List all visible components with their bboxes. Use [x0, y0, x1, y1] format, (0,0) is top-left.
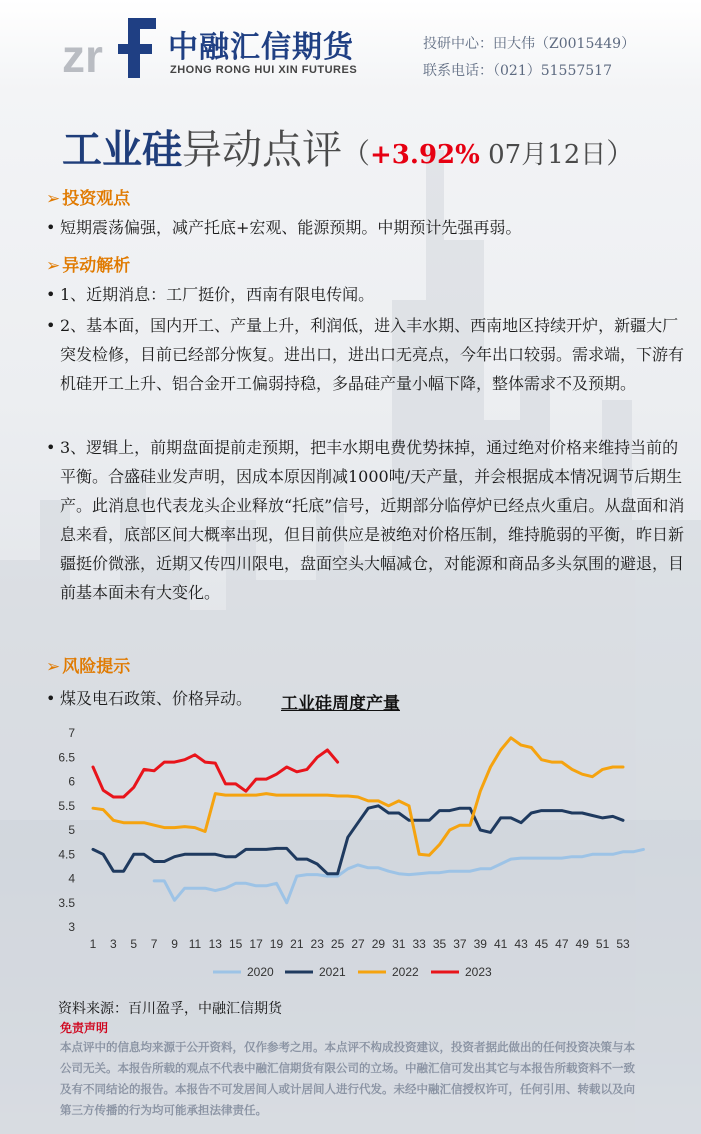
x-tick-label: 19: [269, 937, 284, 951]
legend-label-2021: 2021: [319, 965, 346, 979]
analysis-item-1-text: 1、近期消息：工厂挺价，西南有限电传闻。: [60, 285, 375, 304]
arrow-icon: ➢: [46, 189, 61, 209]
x-tick-label: 35: [432, 937, 447, 951]
bullet-icon: •: [46, 689, 56, 708]
company-name-en: ZHONG RONG HUI XIN FUTURES: [170, 64, 358, 76]
disclaimer-text: 本点评中的信息均来源于公开资料，仅作参考之用。本点评不构成投资建议，投资者据此做出的任何投资决策与本公司无关。本报告所载的观点不代表中融汇信期货有限公司的立场。中融汇信可发出其它与本报告所载资料不一致及有不同结论的报告。本报告不可发居间人或计居间人进行代发。未经中融汇信授权许可，任何引用、转载以及向第三方传播的行为均可能承担法律责任。: [60, 1040, 635, 1117]
x-tick-label: 37: [453, 937, 467, 951]
x-tick-label: 39: [473, 937, 487, 951]
x-tick-label: 53: [616, 937, 630, 951]
y-tick-label: 3.5: [58, 895, 75, 910]
legend-label-2023: 2023: [465, 965, 492, 979]
arrow-icon: ➢: [46, 657, 61, 677]
title-product: 工业硅: [62, 126, 182, 173]
legend-label-2020: 2020: [247, 965, 274, 979]
x-tick-label: 9: [171, 937, 178, 951]
title-close-paren: ）: [606, 137, 635, 170]
arrow-icon: ➢: [46, 256, 61, 276]
phone-contact: 联系电话：（021）51557517: [423, 63, 612, 79]
risk-body: 煤及电石政策、价格异动。: [60, 689, 253, 708]
x-tick-label: 43: [514, 937, 528, 951]
bullet-icon: •: [46, 316, 56, 335]
investment-view-body: 短期震荡偏强，减产托底+宏观、能源预期。中期预计先强再弱。: [60, 218, 522, 237]
analysis-item-2-text: 2、基本面，国内开工、产量上升，利润低，进入丰水期、西南地区持续开炉，新疆大厂突发检修，目前已经部分恢复。进出口，进出口无亮点，今年出口较弱。需求端，下游有机硅开工上升、铝合金开工偏弱持稳，多晶硅产量小幅下降，整体需求不及预期。: [60, 316, 685, 393]
title-change: +3.92%: [370, 140, 480, 170]
svg-text:zr: zr: [62, 30, 103, 80]
data-source: 资料来源：百川盈孚，中融汇信期货: [58, 1001, 282, 1017]
investment-view-text: [46, 213, 686, 242]
x-tick-label: 25: [330, 937, 345, 951]
x-tick-label: 23: [310, 937, 324, 951]
x-tick-label: 15: [229, 937, 243, 951]
x-tick-label: 41: [494, 937, 508, 951]
title-open-paren: （: [342, 137, 371, 170]
bullet-icon: •: [46, 218, 56, 237]
title-date-text: 07月12日: [488, 140, 607, 170]
x-tick-label: 29: [371, 937, 386, 951]
x-tick-label: 3: [110, 937, 117, 951]
x-tick-label: 51: [595, 937, 610, 951]
x-tick-label: 21: [290, 937, 304, 951]
title-date: [480, 140, 606, 170]
y-tick-label: 6.5: [58, 750, 75, 765]
x-tick-label: 7: [150, 937, 158, 951]
section-risk: [46, 652, 130, 677]
x-tick-label: 13: [208, 937, 222, 951]
analysis-item-1: [46, 280, 686, 309]
y-tick-label: 5.5: [58, 798, 75, 813]
series-line-2022: [93, 738, 623, 855]
x-tick-label: 49: [575, 937, 589, 951]
x-tick-label: 27: [351, 937, 365, 951]
page-title: [62, 118, 634, 175]
legend-label-2022: 2022: [392, 965, 419, 979]
disclaimer-title: 免责声明: [60, 1021, 109, 1035]
chart-title: 工业硅周度产量: [281, 694, 400, 714]
title-kind: 异动点评: [182, 127, 342, 173]
x-tick-label: 33: [412, 937, 426, 951]
section-risk-title: 风险提示: [62, 657, 131, 677]
section-analysis-title: 异动解析: [62, 256, 131, 276]
x-tick-label: 5: [130, 937, 138, 951]
series-line-2023: [93, 750, 338, 797]
bullet-icon: •: [46, 285, 56, 304]
y-tick-label: 7: [68, 726, 75, 740]
y-tick-label: 4.5: [58, 847, 75, 862]
analysis-item-3-text: 3、逻辑上，前期盘面提前走预期，把丰水期电费优势抹掉，通过绝对价格来维持当前的平衡。合盛硅业发声明，因成本原因削减1000吨/天产量，并会根据成本情况调节后期生产。此消息也代表龙头企业释放“托底”信号，近期部分临停炉已经点火重启。从盘面和消息来看，底部区间大概率出现，但目前供应是被绝对价格压制，维持脆弱的平衡，昨日新疆挺价微涨，近期又传四川限电，盘面空头大幅减仓，对能源和商品多头氛围的避退，目前基本面未有大变化。: [60, 438, 685, 602]
x-tick-label: 11: [188, 937, 202, 951]
y-tick-label: 6: [68, 774, 75, 789]
section-investment-view: [46, 184, 130, 209]
bullet-icon: •: [46, 438, 56, 457]
company-logo-mark: [62, 14, 158, 80]
section-investment-view-title: 投资观点: [62, 189, 131, 209]
weekly-output-line-chart: [55, 715, 675, 1005]
x-tick-label: 45: [534, 937, 549, 951]
company-name-cn: 中融汇信期货: [168, 30, 354, 65]
x-tick-label: 31: [392, 937, 406, 951]
analysis-item-2: [46, 311, 686, 398]
analyst-contact: 投研中心：田大伟（Z0015449）: [423, 36, 636, 52]
x-tick-label: 1: [89, 937, 97, 951]
x-tick-label: 17: [249, 937, 263, 951]
y-tick-label: 5: [68, 823, 75, 837]
y-tick-label: 3: [68, 920, 75, 934]
x-tick-label: 47: [555, 937, 569, 951]
analysis-item-3: [46, 433, 686, 607]
y-tick-label: 4: [68, 871, 75, 886]
section-analysis: [46, 251, 130, 276]
